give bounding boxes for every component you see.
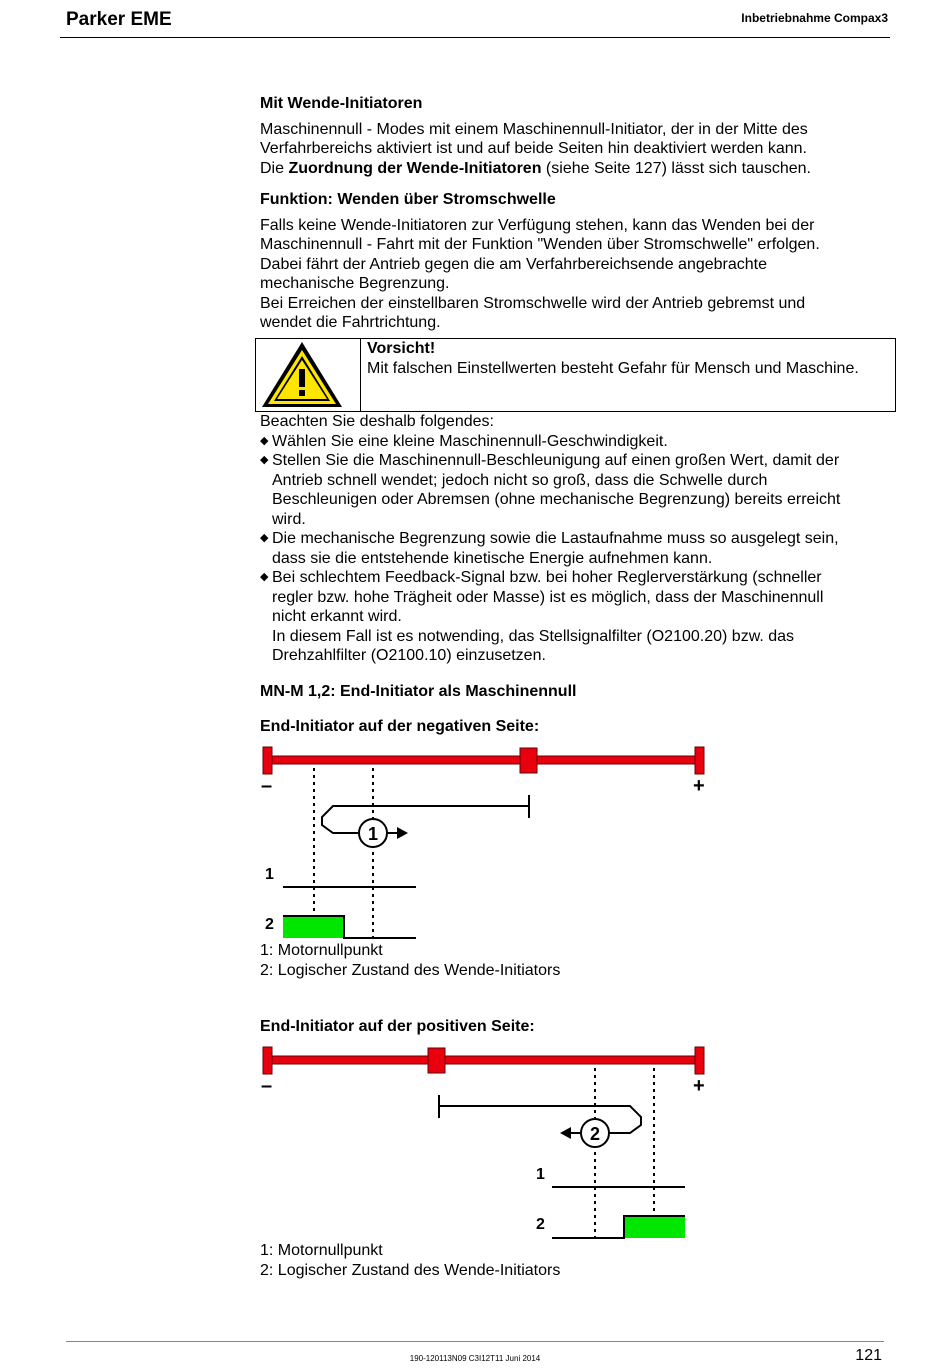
rail-bar <box>267 756 695 764</box>
warning-triangle-icon <box>256 339 361 411</box>
bullet-diamond-icon: ◆ <box>260 434 269 447</box>
travel-path <box>322 806 529 833</box>
paragraph-line: Falls keine Wende-Initiatoren zur Verfügung stehen, kann das Wenden bei der <box>260 216 815 234</box>
list-item <box>260 529 900 568</box>
section-title: Mit Wende-Initiatoren <box>260 95 423 112</box>
rail-end-right <box>695 747 704 774</box>
list-line: Stellen Sie die Maschinennull-Beschleunigung auf einen großen Wert, damit der <box>272 452 840 469</box>
notes <box>260 412 900 737</box>
list-line: Bei schlechtem Feedback-Signal bzw. bei hoher Reglerverstärkung (schneller <box>272 569 822 586</box>
link-reference[interactable]: Zuordnung der Wende-Initiatoren <box>288 159 542 177</box>
signal-row-label: 1 <box>536 1166 545 1183</box>
warning-text: Mit falschen Einstellwerten besteht Gefahr für Mensch und Maschine. <box>367 360 859 377</box>
list-line: nicht erkannt wird. <box>272 608 402 625</box>
paragraph-line: Bei Erreichen der einstellbaren Stromschwelle wird der Antrieb gebremst und <box>260 294 806 312</box>
paragraph-line: Maschinennull - Fahrt mit der Funktion "Wenden über Stromschwelle" erfolgen. <box>260 236 820 253</box>
list-line: Beschleunigen oder Abremsen (ohne mechanische Begrenzung) bereits erreicht <box>272 491 841 508</box>
list-line: Wählen Sie eine kleine Maschinennull-Geschwindigkeit. <box>272 432 668 450</box>
legend-line: 2: Logischer Zustand des Wende-Initiators <box>260 962 561 979</box>
diagram-title: End-Initiator auf der positiven Seite: <box>260 1018 535 1035</box>
page-number: 121 <box>855 1347 882 1364</box>
rail-initiator <box>428 1048 445 1073</box>
header-rule <box>60 37 890 38</box>
page-header-right: Inbetriebnahme Compax3 <box>741 11 888 25</box>
arrow-left-icon <box>560 1127 571 1139</box>
list-item <box>260 568 900 666</box>
signal-row-label: 2 <box>265 916 274 933</box>
legend-line: 1: Motornullpunkt <box>260 1242 383 1259</box>
list-item <box>260 432 900 452</box>
list-line: Drehzahlfilter (O2100.10) einzusetzen. <box>272 647 546 664</box>
legend-line: 2: Logischer Zustand des Wende-Initiators <box>260 1262 561 1279</box>
paragraph-line: Verfahrbereichs aktiviert ist und auf beide Seiten hin deaktiviert werden kann. <box>260 140 807 157</box>
footer-rule <box>66 1341 884 1342</box>
paragraph-line: Maschinennull - Modes mit einem Maschinennull-Initiator, der in der Mitte des <box>260 120 808 138</box>
plus-label: + <box>693 775 705 797</box>
bullet-diamond-icon: ◆ <box>260 532 269 544</box>
step-circle-label: 1 <box>367 824 379 844</box>
list-item <box>260 451 900 529</box>
plus-label: + <box>693 1075 705 1097</box>
footer-doc-id: 190-120113N09 C3I12T11 Juni 2014 <box>409 1354 541 1363</box>
travel-path <box>439 1106 641 1133</box>
paragraph-line: Die Zuordnung der Wende-Initiatoren (siehe Seite 127) lässt sich tauschen. <box>260 159 811 177</box>
rail-initiator <box>520 748 537 773</box>
rail-end-left <box>263 747 272 774</box>
section-title: MN-M 1,2: End-Initiator als Maschinennull <box>260 682 577 700</box>
list-line: regler bzw. hohe Trägheit oder Masse) ist es möglich, dass der Maschinennull <box>272 588 824 606</box>
minus-label: – <box>261 1075 273 1097</box>
rail-end-right <box>695 1047 704 1074</box>
main-content <box>260 94 900 333</box>
signal-row-label: 2 <box>536 1216 545 1233</box>
paragraph-line: Dabei fährt der Antrieb gegen die am Verfahrbereichsende angebrachte <box>260 255 768 273</box>
warning-title: Vorsicht! <box>367 340 436 357</box>
paragraph-line: mechanische Begrenzung. <box>260 275 450 292</box>
arrow-right-icon <box>397 827 408 839</box>
section-title: Funktion: Wenden über Stromschwelle <box>260 191 556 208</box>
active-state <box>624 1216 685 1238</box>
legend-line: 1: Motornullpunkt <box>260 942 383 959</box>
bullet-diamond-icon: ◆ <box>260 454 269 466</box>
warning-box <box>255 338 896 412</box>
page-header-left: Parker EME <box>66 9 172 30</box>
list-line: dass sie die entstehende kinetische Energie aufnehmen kann. <box>272 549 713 567</box>
homing-diagram-positive <box>255 1040 725 1240</box>
active-state <box>283 916 344 938</box>
list-line: Die mechanische Begrenzung sowie die Lastaufnahme muss so ausgelegt sein, <box>272 530 839 547</box>
bullet-diamond-icon: ◆ <box>260 571 269 583</box>
list-line: In diesem Fall ist es notwending, das Stellsignalfilter (O2100.20) bzw. das <box>272 627 795 645</box>
rail-end-left <box>263 1047 272 1074</box>
minus-label: – <box>261 775 273 797</box>
step-circle-label: 2 <box>589 1124 601 1144</box>
list-line: Antrieb schnell wendet; jedoch nicht so groß, dass die Schwelle durch <box>272 471 768 489</box>
notes-intro: Beachten Sie deshalb folgendes: <box>260 413 494 430</box>
diagram-title: End-Initiator auf der negativen Seite: <box>260 718 540 735</box>
signal-row-label: 1 <box>265 866 274 883</box>
homing-diagram-negative <box>255 740 725 940</box>
paragraph-line: wendet die Fahrtrichtung. <box>260 314 441 331</box>
rail-bar <box>267 1056 695 1064</box>
list-line: wird. <box>272 510 306 528</box>
